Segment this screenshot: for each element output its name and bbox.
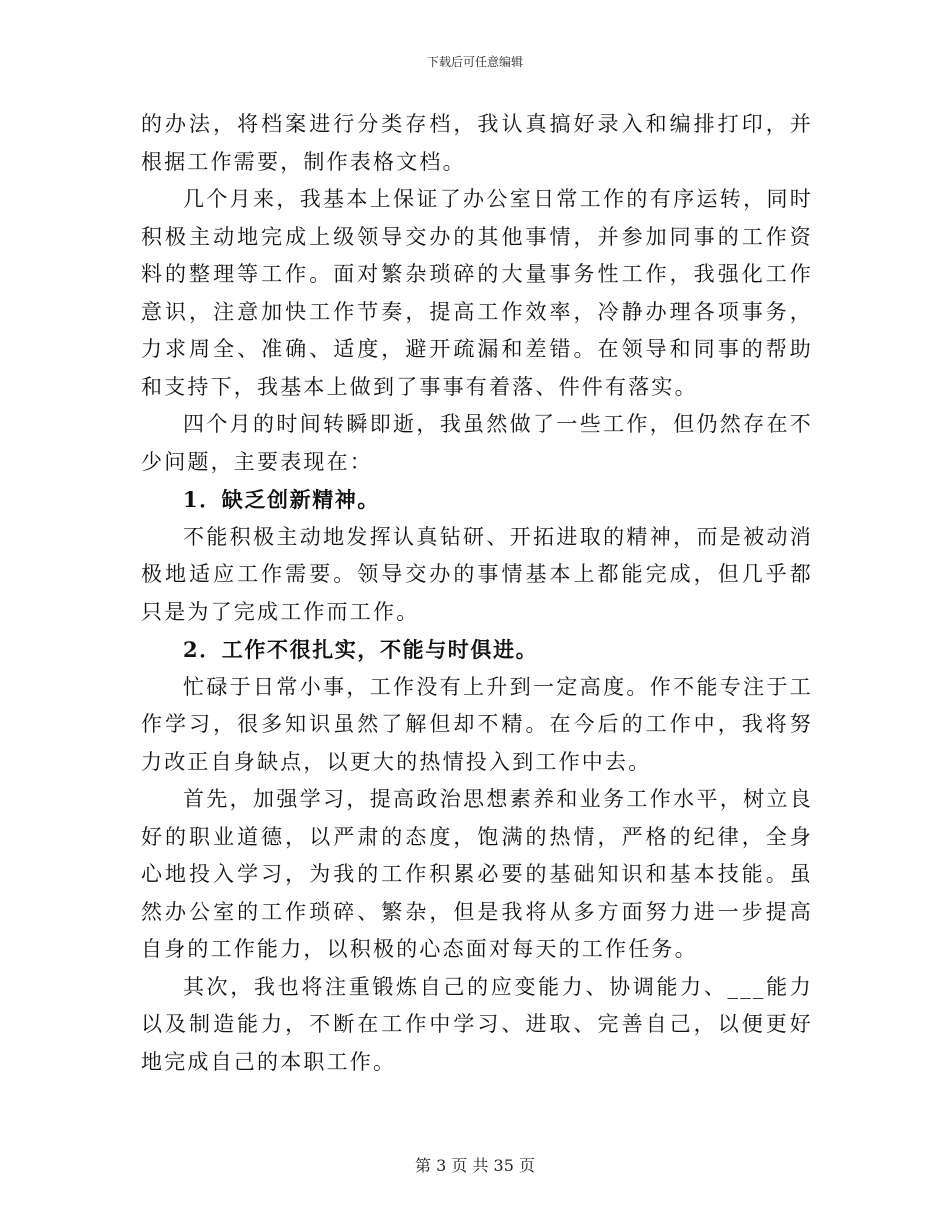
document-body [141,106,813,1081]
paragraph-5: 忙碌于日常小事，工作没有上升到一定高度。作不能专注于工作学习，很多知识虽然了解但却不精。在今后的工作中，我将努力改正自身缺点，以更大的热情投入到工作中去。 [141,674,813,774]
section-heading-1: 1．缺乏创新精神。 [183,487,381,512]
page-footer: 第 3 页 共 35 页 [415,1156,535,1175]
section-heading-2: 2．工作不很扎实，不能与时俱进。 [183,637,539,662]
paragraph-1: 的办法，将档案进行分类存档，我认真搞好录入和编排打印，并根据工作需要，制作表格文档。 [141,112,813,174]
paragraph-2: 几个月来，我基本上保证了办公室日常工作的有序运转，同时积极主动地完成上级领导交办的其他事情，并参加同事的工作资料的整理等工作。面对繁杂琐碎的大量事务性工作，我强化工作意识，注意加快工作节奏，提高工作效率，冷静办理各项事务，力求周全、准确、适度，避开疏漏和差错。在领导和同事的帮助和支持下，我基本上做到了事事有着落、件件有落实。 [141,187,813,399]
paragraph-3: 四个月的时间转瞬即逝，我虽然做了一些工作，但仍然存在不少问题，主要表现在： [141,412,813,474]
paragraph-4: 不能积极主动地发挥认真钻研、开拓进取的精神，而是被动消极地适应工作需要。领导交办的事情基本上都能完成，但几乎都只是为了完成工作而工作。 [141,524,813,624]
paragraph-7: 其次，我也将注重锻炼自己的应变能力、协调能力、___能力以及制造能力，不断在工作中学习、进取、完善自己，以便更好地完成自己的本职工作。 [141,974,813,1074]
paragraph-6: 首先，加强学习，提高政治思想素养和业务工作水平，树立良好的职业道德，以严肃的态度，饱满的热情，严格的纪律，全身心地投入学习，为我的工作积累必要的基础知识和基本技能。虽然办公室的工作琐碎、繁杂，但是我将从多方面努力进一步提高自身的工作能力，以积极的心态面对每天的工作任务。 [141,787,813,961]
page-header: 下载后可任意编辑 [426,55,523,69]
